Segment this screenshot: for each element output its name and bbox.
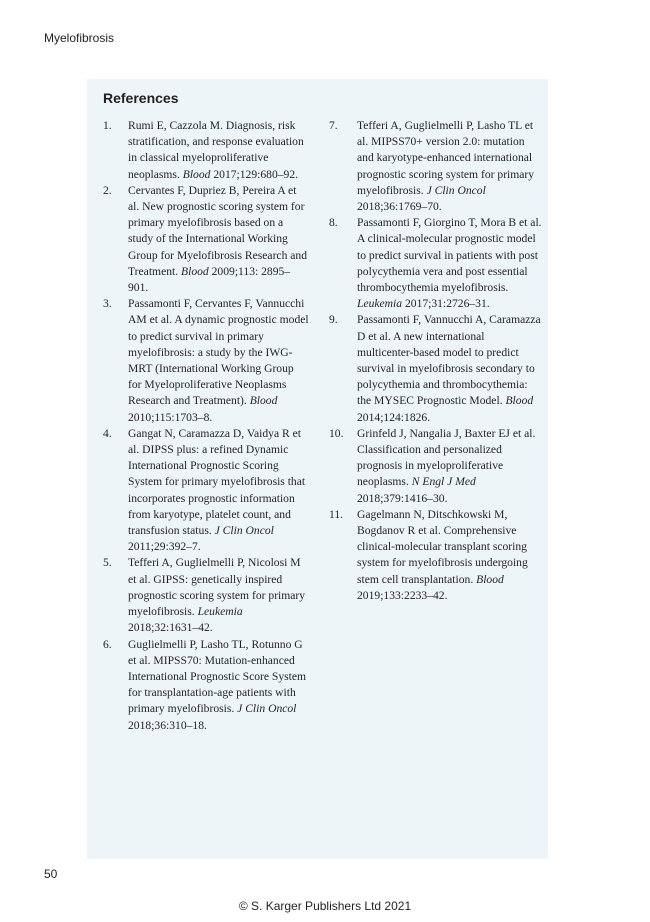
reference-number: 6.: [103, 637, 112, 651]
reference-body: Tefferi A, Guglielmelli P, Nicolosi M et al. GIPSS: genetically inspired prognostic scoring system for primary myelofibrosis.: [128, 556, 306, 619]
reference-body: Passamonti F, Giorgino T, Mora B et al. A clinical-molecular prognostic model to predict survival in patients with post polycythemia vera and post essential thrombocythemia myelofibrosis.: [357, 216, 542, 295]
reference-item: [103, 555, 309, 636]
reference-body: Cervantes F, Dupriez B, Pereira A et al. New prognostic scoring system for primary myelofibrosis based on a study of the International Working Group for Myelofibrosis Research and Treatment.: [128, 183, 308, 278]
reference-item: [329, 507, 543, 604]
reference-body: Grinfeld J, Nangalia J, Baxter EJ et al. Classification and personalized prognosis in myeloproliferative neoplasms.: [357, 426, 536, 489]
reference-text: [128, 555, 309, 636]
reference-text: [357, 118, 543, 215]
reference-journal: Blood: [505, 394, 534, 408]
reference-body: Passamonti F, Vannucchi A, Caramazza D et al. A new international multicenter-based model to predict survival in myelofibrosis secondary to polycythemia and thrombocythemia: the MYSEC Prognostic Model.: [357, 313, 541, 408]
reference-item: [103, 637, 309, 734]
reference-number: 2.: [103, 183, 112, 197]
reference-journal: Blood: [476, 572, 504, 586]
page-number: 50: [44, 867, 58, 881]
reference-citation: 2011;29:392–7.: [128, 540, 201, 554]
reference-item: [103, 296, 309, 426]
references-box: [87, 79, 548, 859]
reference-text: [128, 296, 309, 426]
reference-citation: 2018;36:310–18.: [128, 718, 207, 732]
reference-citation: 2018;379:1416–30.: [357, 491, 448, 505]
reference-text: [128, 118, 309, 183]
reference-journal: J Clin Oncol: [426, 183, 486, 197]
reference-body: Gagelmann N, Ditschkowski M, Bogdanov R et al. Comprehensive clinical-molecular transplant scoring system for myelofibrosis undergoing stem cell transplantation.: [357, 507, 528, 586]
reference-journal: Leukemia: [357, 297, 403, 311]
reference-item: [329, 118, 543, 215]
reference-citation: 2019;133:2233–42.: [357, 588, 448, 602]
reference-citation: 2017;129:680–92.: [210, 167, 299, 181]
reference-number: 5.: [103, 556, 112, 570]
reference-number: 4.: [103, 426, 112, 440]
reference-text: [128, 426, 309, 556]
reference-journal: Leukemia: [197, 605, 243, 619]
references-column-left: [103, 118, 309, 734]
reference-number: 8.: [329, 216, 338, 230]
reference-journal: Blood: [249, 394, 278, 408]
references-column-right: [329, 118, 543, 604]
reference-body: Tefferi A, Guglielmelli P, Lasho TL et al. MIPSS70+ version 2.0: mutation and karyotype-enhanced international prognostic scoring system for primary myelofibrosis.: [357, 119, 535, 197]
reference-item: [329, 215, 543, 312]
copyright-notice: © S. Karger Publishers Ltd 2021: [238, 899, 412, 913]
references-heading: References: [103, 90, 179, 106]
reference-number: 3.: [103, 297, 112, 311]
reference-number: 1.: [103, 119, 112, 132]
reference-citation: 2014;124:1826.: [357, 410, 431, 424]
reference-journal: J Clin Oncol: [214, 524, 274, 538]
reference-body: Gangat N, Caramazza D, Vaidya R et al. DIPSS plus: a refined Dynamic International Prognostic Scoring System for primary myelofibrosis that incorporates prognostic information from karyotype, platelet count, and transfusion status.: [128, 426, 306, 538]
reference-journal: N Engl J Med: [411, 475, 476, 489]
reference-item: [103, 118, 309, 183]
reference-journal: Blood: [181, 264, 209, 278]
reference-text: [357, 312, 543, 425]
reference-citation: 2018;36:1769–70.: [357, 200, 442, 214]
reference-text: [128, 637, 309, 734]
reference-number: 7.: [329, 119, 338, 132]
reference-citation: 2017;31:2726–31.: [402, 297, 490, 311]
reference-text: [357, 426, 543, 507]
reference-number: 11.: [329, 507, 344, 521]
reference-item: [103, 426, 309, 556]
reference-body: Guglielmelli P, Lasho TL, Rotunno G et al. MIPSS70: Mutation-enhanced International Prognostic Score System for transplantation-age patients with primary myelofibrosis.: [128, 637, 307, 716]
reference-item: [329, 426, 543, 507]
reference-text: [357, 507, 543, 604]
reference-text: [128, 183, 309, 296]
reference-citation: 2010;115:1703–8.: [128, 410, 213, 424]
reference-body: Passamonti F, Cervantes F, Vannucchi AM et al. A dynamic prognostic model to predict survival in primary myelofibrosis: a study by the IWG-MRT (International Working Group for Myeloproliferative Neoplasms Research and Treatment).: [128, 297, 309, 408]
reference-item: [329, 312, 543, 425]
reference-number: 9.: [329, 313, 338, 327]
reference-text: [357, 215, 543, 312]
reference-journal: Blood: [182, 167, 211, 181]
reference-journal: J Clin Oncol: [237, 702, 297, 716]
reference-citation: 2018;32:1631–42.: [128, 621, 213, 635]
reference-body: Rumi E, Cazzola M. Diagnosis, risk stratification, and response evaluation in classical myeloproliferative neoplasms.: [128, 119, 304, 181]
running-head: Myelofibrosis: [44, 31, 115, 45]
reference-item: [103, 183, 309, 296]
reference-number: 10.: [329, 426, 344, 440]
reference-citation: 2009;113: 2895–901.: [128, 264, 291, 295]
